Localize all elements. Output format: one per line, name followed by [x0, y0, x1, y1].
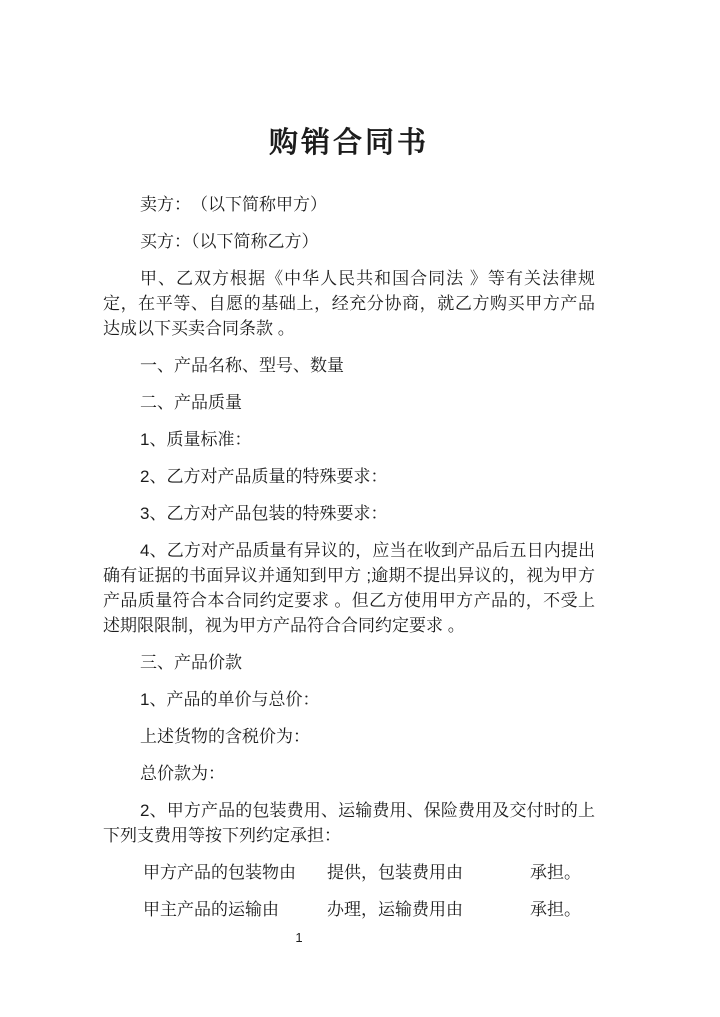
clause-quality-special-requirements: 2、乙方对产品质量的特殊要求： — [140, 467, 388, 486]
paragraph-preamble: 甲、乙双方根据《中华人民共和国合同法 》等有关法律规定，在平等、自愿的基础上，经充分协商，就乙方购买甲方产品达成以下买卖合同条款 。 — [103, 269, 595, 338]
blank-fill-segment: 承担。 — [530, 900, 581, 919]
blank-fill-segment: 甲主产品的运输由 — [143, 900, 279, 919]
blank-fill-segment: 办理，运输费用由 — [327, 900, 463, 919]
clause-unit-total-price: 1、产品的单价与总价： — [140, 690, 320, 709]
section-heading-3: 三、产品价款 — [140, 653, 242, 672]
document-content — [103, 124, 595, 934]
blank-fill-segment: 承担。 — [530, 863, 581, 882]
section-heading-2: 二、产品质量 — [140, 393, 242, 412]
clause-quality-standard: 1、质量标准： — [140, 430, 252, 449]
document-title: 购销合同书 — [268, 127, 429, 159]
blank-fill-line-packaging — [103, 860, 595, 885]
blank-fill-segment: 甲方产品的包装物由 — [143, 863, 296, 882]
clause-cost-allocation: 2、甲方产品的包装费用、运输费用、保险费用及交付时的上下列支费用等按下列约定承担： — [103, 801, 595, 845]
page-number: 1 — [295, 930, 303, 945]
section-heading-1: 一、产品名称、型号、数量 — [140, 356, 344, 375]
blank-fill-line-transport — [103, 897, 595, 922]
clause-packaging-special-requirements: 3、乙方对产品包装的特殊要求： — [140, 504, 388, 523]
clause-quality-objection: 4、乙方对产品质量有异议的，应当在收到产品后五日内提出确有证据的书面异议并通知到甲方 ;逾期不提出异议的，视为甲方产品质量符合本合同约定要求 。但乙方使用甲方产品的，不受上述期限限制，视为甲方产品符合合同约定要求 。 — [103, 541, 595, 635]
paragraph-buyer: 买方：（以下简称乙方） — [140, 232, 319, 251]
clause-total-price: 总价款为： — [140, 764, 225, 783]
clause-tax-included-price: 上述货物的含税价为： — [140, 727, 310, 746]
blank-fill-segment: 提供，包装费用由 — [327, 863, 463, 882]
paragraph-seller: 卖方： （以下简称甲方） — [140, 195, 327, 214]
